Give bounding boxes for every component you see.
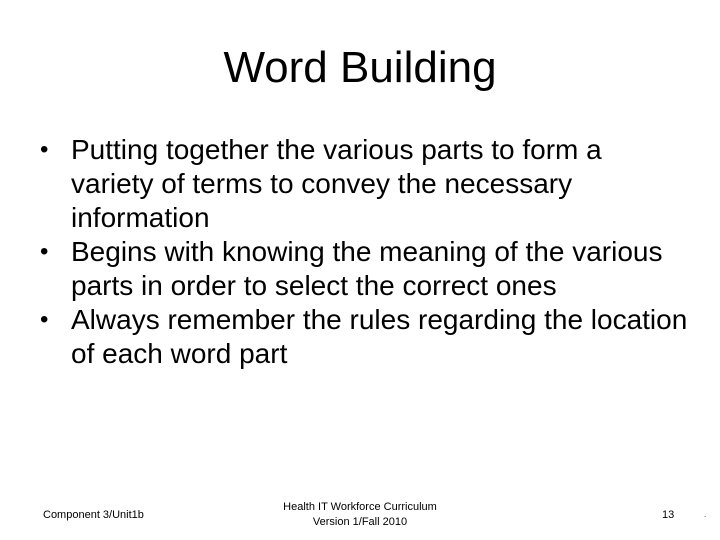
bullet-item bbox=[40, 303, 690, 371]
bullet-item bbox=[40, 235, 690, 303]
footer-curriculum-info bbox=[240, 500, 480, 530]
bullet-item bbox=[40, 133, 690, 235]
bullet-marker: • bbox=[40, 136, 49, 163]
footer-version-line: Version 1/Fall 2010 bbox=[312, 516, 408, 528]
bullet-text: Always remember the rules regarding the location of each word part bbox=[71, 304, 688, 369]
bullet-list bbox=[40, 133, 690, 371]
bullet-marker: • bbox=[40, 306, 49, 333]
footer-curriculum-line: Health IT Workforce Curriculum bbox=[283, 501, 437, 513]
bullet-marker: • bbox=[40, 238, 49, 265]
page-number: 13 bbox=[662, 509, 675, 521]
bullet-text: Begins with knowing the meaning of the various parts in order to select the correct ones bbox=[71, 236, 663, 301]
slide-title: Word Building bbox=[223, 43, 497, 92]
bullet-text: Putting together the various parts to form a variety of terms to convey the necessary information bbox=[71, 134, 602, 233]
footer-trailing-mark: . bbox=[704, 510, 707, 519]
footer-component-label: Component 3/Unit1b bbox=[43, 509, 144, 521]
